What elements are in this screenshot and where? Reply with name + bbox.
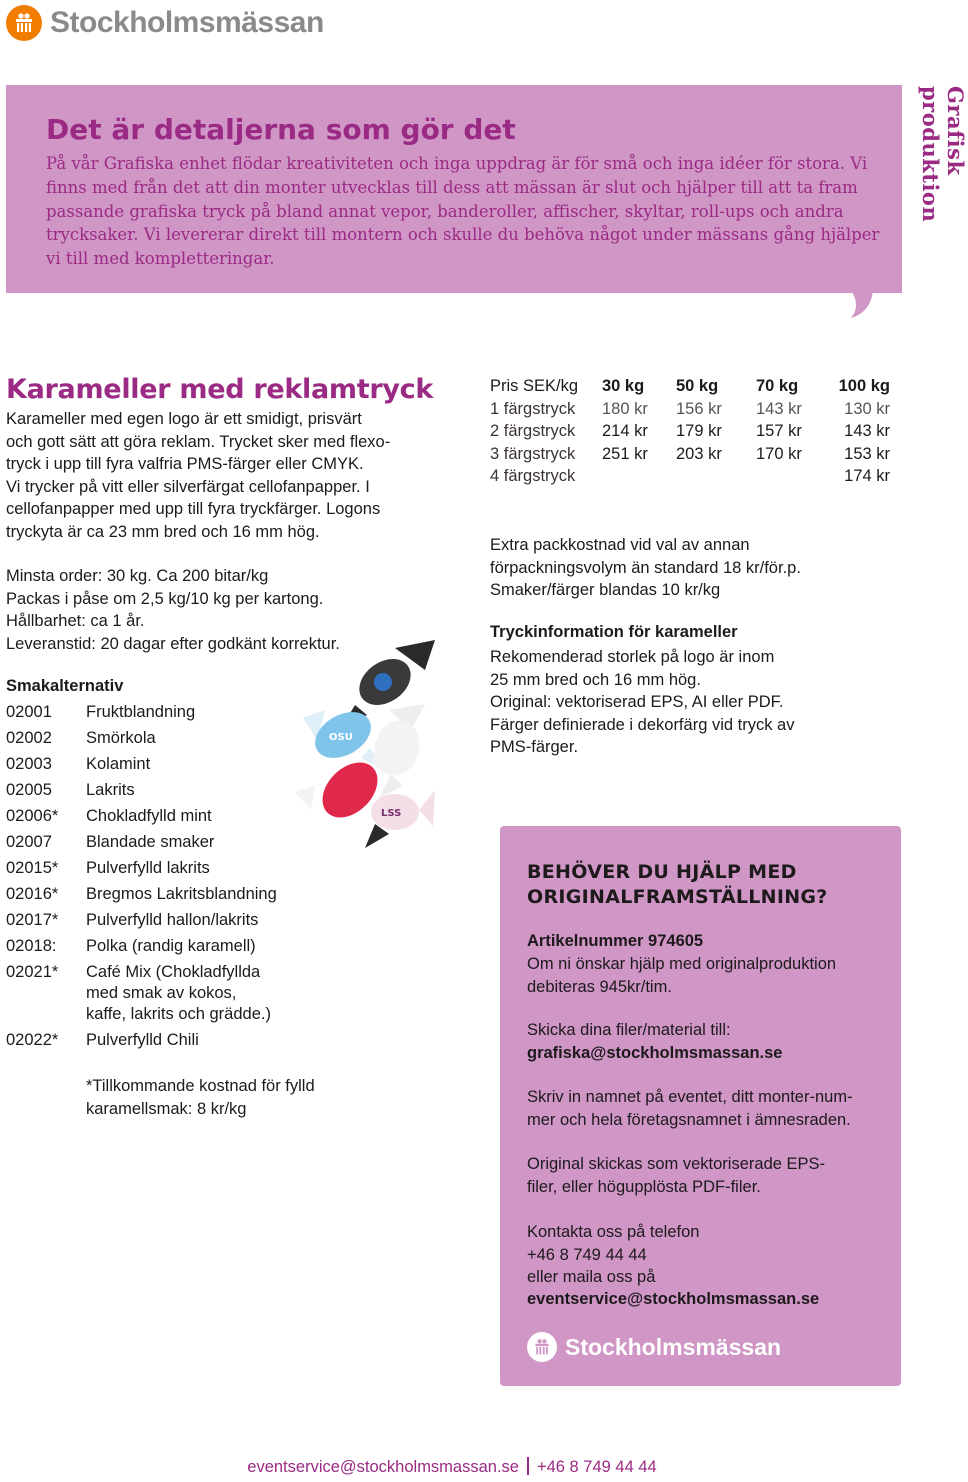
product-description bbox=[6, 408, 426, 543]
extra-line: Smaker/färger blandas 10 kr/kg bbox=[490, 581, 721, 599]
table-header: 100 kg bbox=[838, 377, 890, 395]
print-info-line: Rekomenderad storlek på logo är inom bbox=[490, 648, 775, 666]
table-row bbox=[490, 422, 890, 445]
order-line: Packas i påse om 2,5 kg/10 kg per kartong. bbox=[6, 589, 324, 608]
desc-line: tryck i upp till fyra valfria PMS-färger eller CMYK. bbox=[6, 455, 364, 473]
list-item bbox=[6, 780, 306, 801]
table-cell: 203 kr bbox=[676, 444, 722, 463]
price-table bbox=[490, 377, 890, 490]
header-logo bbox=[6, 4, 324, 42]
flavour-code: 02018: bbox=[6, 937, 57, 955]
intro-body: På vår Grafiska enhet flödar kreativiteten och inga uppdrag är för små och inga idéer för stora. Vi finns med från det att din monter utvecklas till dess att mässan är slut och hjälper till att ta fram passande grafiska tryck på bland annat vepor, banderoller, affischer, skyltar, roll-ups och andra trycksaker. Vi levererar direkt till montern och skulle du behöva något under mässans gång hjälper vi till med kompletteringar. bbox=[46, 154, 880, 269]
svg-text:LSS: LSS bbox=[381, 808, 402, 819]
naming-text: Skriv in namnet på eventet, ditt monter-num-mer och hela företagsnamnet i ämnesraden. bbox=[527, 1088, 853, 1129]
candy-illustration bbox=[285, 640, 445, 860]
brand-name: Stockholmsmässan bbox=[50, 6, 324, 39]
table-cell: 214 kr bbox=[602, 422, 648, 440]
article-label: Artikelnummer 974605 bbox=[527, 932, 704, 950]
table-cell: 2 färgstryck bbox=[490, 422, 576, 440]
flavour-code: 02016* bbox=[6, 885, 59, 903]
footer-separator bbox=[527, 1457, 529, 1475]
flavours-heading: Smakalternativ bbox=[6, 677, 124, 695]
extra-line: Extra packkostnad vid val av annan bbox=[490, 536, 750, 554]
contact-line: eller maila oss på bbox=[527, 1268, 656, 1286]
table-cell: 251 kr bbox=[602, 444, 648, 463]
flavour-name: Polka (randig karamell) bbox=[86, 937, 256, 955]
footer-phone[interactable]: +46 8 749 44 44 bbox=[536, 1458, 657, 1476]
footer-email-link[interactable]: eventservice@stockholmsmassan.se bbox=[247, 1458, 519, 1476]
table-cell bbox=[602, 467, 676, 490]
table-cell: 157 kr bbox=[756, 422, 802, 440]
flavour-name: Pulverfylld lakrits bbox=[86, 859, 210, 877]
flavour-code: 02015* bbox=[6, 859, 59, 877]
flavour-name: Café Mix (Chokladfyllda med smak av kokos, kaffe, lakrits och grädde.) bbox=[86, 963, 271, 1023]
extra-costs bbox=[490, 534, 930, 602]
extra-line: förpackningsvolym än standard 18 kr/för.p. bbox=[490, 558, 801, 577]
table-cell bbox=[756, 467, 830, 490]
flavour-name: Fruktblandning bbox=[86, 703, 196, 721]
table-cell: 130 kr bbox=[844, 399, 890, 418]
table-cell: 4 färgstryck bbox=[490, 467, 576, 485]
desc-line: Vi trycker på vitt eller silverfärgat cellofanpapper. I bbox=[6, 477, 370, 496]
table-header: 30 kg bbox=[602, 377, 645, 395]
table-row bbox=[490, 445, 890, 468]
contact-line: Kontakta oss på telefon bbox=[527, 1223, 700, 1241]
flavour-name: Blandade smaker bbox=[86, 833, 215, 851]
list-item bbox=[6, 832, 306, 853]
desc-line: och gott sätt att göra reklam. Trycket sker med flexo- bbox=[6, 432, 391, 451]
flavour-name: Kolamint bbox=[86, 755, 151, 773]
list-item bbox=[6, 728, 306, 749]
gift-box-icon bbox=[6, 5, 42, 41]
flavour-code: 02005 bbox=[6, 781, 52, 799]
svg-text:OSU: OSU bbox=[329, 732, 353, 743]
list-item bbox=[6, 910, 306, 931]
flavour-name: Pulverfylld Chili bbox=[86, 1031, 199, 1049]
help-title: BEHÖVER DU HJÄLP MED ORIGINALFRAMSTÄLLNING? bbox=[527, 861, 828, 908]
print-info-line: PMS-färger. bbox=[490, 738, 579, 756]
flavour-code: 02007 bbox=[6, 833, 52, 851]
list-item bbox=[6, 754, 306, 775]
contact-email-link[interactable]: eventservice@stockholmsmassan.se bbox=[527, 1290, 820, 1308]
flavour-code: 02022* bbox=[6, 1031, 59, 1049]
desc-line: tryckyta är ca 23 mm bred och 16 mm hög. bbox=[6, 522, 320, 541]
flavour-name: Smörkola bbox=[86, 729, 156, 747]
original-text: Original skickas som vektoriserade EPS-filer, eller högupplösta PDF-filer. bbox=[527, 1155, 826, 1196]
side-label bbox=[918, 86, 968, 296]
print-info-line: Färger definierade i dekorfärg vid tryck av bbox=[490, 715, 795, 734]
side-label-text: Grafisk produktion bbox=[918, 86, 968, 223]
list-item bbox=[6, 702, 306, 723]
order-line: Leveranstid: 20 dagar efter godkänt korrektur. bbox=[6, 634, 340, 653]
table-cell: 179 kr bbox=[676, 422, 722, 440]
help-box bbox=[500, 826, 901, 1386]
flavour-code: 02017* bbox=[6, 911, 59, 929]
product-title: Karameller med reklamtryck bbox=[6, 374, 434, 405]
desc-line: Karameller med egen logo är ett smidigt, prisvärt bbox=[6, 410, 362, 428]
article-text: Om ni önskar hjälp med originalproduktion debiteras 945kr/tim. bbox=[527, 955, 837, 996]
table-cell: 1 färgstryck bbox=[490, 399, 576, 418]
print-info-body bbox=[490, 646, 850, 759]
flavour-code: 02021* bbox=[6, 963, 59, 981]
list-item bbox=[6, 1030, 306, 1051]
table-header: Pris SEK/kg bbox=[490, 377, 579, 395]
order-line: Minsta order: 30 kg. Ca 200 bitar/kg bbox=[6, 567, 269, 585]
table-header: 70 kg bbox=[756, 377, 799, 395]
table-cell: 143 kr bbox=[844, 422, 890, 440]
flavour-code: 02003 bbox=[6, 755, 52, 773]
table-header: 50 kg bbox=[676, 377, 719, 395]
flavour-code: 02006* bbox=[6, 807, 59, 825]
order-line: Hållbarhet: ca 1 år. bbox=[6, 612, 145, 630]
flavour-list bbox=[6, 702, 306, 1056]
table-cell bbox=[676, 467, 756, 490]
footer bbox=[0, 1457, 904, 1477]
table-cell: 180 kr bbox=[602, 399, 648, 418]
footnote: *Tillkommande kostnad för fylld karamellsmak: 8 kr/kg bbox=[86, 1077, 315, 1118]
gift-box-icon bbox=[527, 1332, 557, 1362]
contact-phone[interactable]: +46 8 749 44 44 bbox=[527, 1245, 647, 1264]
flavour-code: 02001 bbox=[6, 703, 52, 721]
flavour-name: Lakrits bbox=[86, 781, 135, 799]
list-item bbox=[6, 858, 306, 879]
table-cell: 174 kr bbox=[844, 467, 890, 485]
table-header-row bbox=[490, 377, 890, 400]
intro-title: Det är detaljerna som gör det bbox=[46, 113, 516, 146]
help-logo bbox=[527, 1332, 781, 1362]
print-info-line: Original: vektoriserad EPS, AI eller PDF. bbox=[490, 693, 784, 711]
flavour-name: Pulverfylld hallon/lakrits bbox=[86, 911, 259, 929]
contact-text bbox=[527, 1221, 887, 1289]
list-item bbox=[6, 806, 306, 827]
table-row bbox=[490, 400, 890, 423]
table-cell: 3 färgstryck bbox=[490, 444, 576, 463]
help-brand-name: Stockholmsmässan bbox=[565, 1333, 782, 1360]
table-cell: 156 kr bbox=[676, 399, 722, 418]
print-info-line: 25 mm bred och 16 mm hög. bbox=[490, 670, 701, 689]
send-text: Skicka dina filer/material till: bbox=[527, 1021, 731, 1039]
flavour-name: Bregmos Lakritsblandning bbox=[86, 885, 277, 903]
list-item bbox=[6, 884, 306, 905]
table-cell: 143 kr bbox=[756, 399, 802, 418]
candy-pink bbox=[365, 790, 435, 848]
table-row bbox=[490, 467, 890, 490]
intro-banner bbox=[6, 85, 902, 293]
desc-line: cellofanpapper med upp till fyra tryckfärger. Logons bbox=[6, 500, 381, 518]
send-email-link[interactable]: grafiska@stockholmsmassan.se bbox=[527, 1044, 783, 1062]
table-cell: 170 kr bbox=[756, 444, 802, 463]
list-item bbox=[6, 962, 306, 1025]
print-info-heading: Tryckinformation för karameller bbox=[490, 623, 738, 641]
speech-tail-icon bbox=[847, 290, 875, 320]
flavour-code: 02002 bbox=[6, 729, 52, 747]
list-item bbox=[6, 936, 306, 957]
flavour-name: Chokladfylld mint bbox=[86, 807, 212, 825]
table-cell: 153 kr bbox=[844, 444, 890, 463]
